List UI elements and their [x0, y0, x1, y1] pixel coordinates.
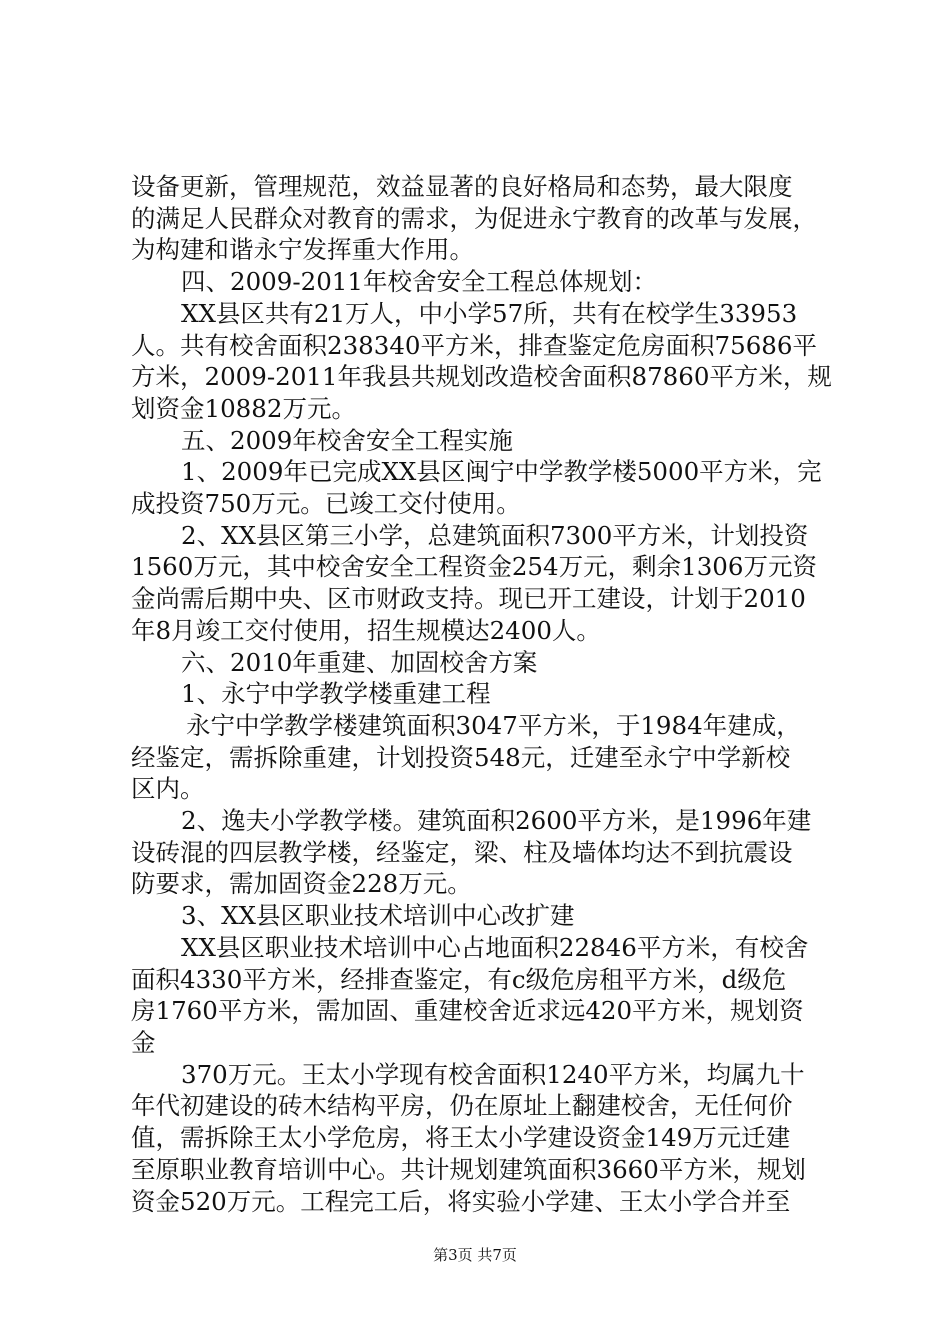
- text-line: 金尚需后期中央、区市财政支持。现已开工建设，计划于2010: [131, 584, 806, 614]
- document-body: [131, 171, 831, 1217]
- text-line: 至原职业教育培训中心。共计规划建筑面积3660平方米，规划: [131, 1154, 806, 1184]
- text-line: 年代初建设的砖木结构平房，仍在原址上翻建校舍，无任何价: [131, 1091, 793, 1121]
- text-line: 防要求，需加固资金228万元。: [131, 869, 472, 899]
- text-line: 的满足人民群众对教育的需求，为促进永宁教育的改革与发展，: [131, 203, 817, 233]
- text-line: 2、逸夫小学教学楼。建筑面积2600平方米，是1996年建: [181, 806, 812, 836]
- text-line: 区内。: [131, 774, 205, 804]
- text-line: 1560万元，其中校舍安全工程资金254万元，剩余1306万元资: [131, 552, 817, 582]
- text-line: 人。共有校舍面积238340平方米，排查鉴定危房面积75686平: [131, 330, 817, 360]
- text-line: 房1760平方米，需加固、重建校舍近求远420平方米，规划资: [131, 996, 804, 1026]
- text-line: 值，需拆除王太小学危房，将王太小学建设资金149万元迁建: [131, 1123, 791, 1153]
- text-line: 永宁中学教学楼建筑面积3047平方米，于1984年建成，: [186, 710, 801, 740]
- text-line: 1、2009年已完成XX县区闽宁中学教学楼5000平方米，完: [181, 457, 822, 487]
- text-line: 方米，2009-2011年我县共规划改造校舍面积87860平方米，规: [131, 362, 832, 392]
- subsection-heading: 3、XX县区职业技术培训中心改扩建: [181, 901, 575, 931]
- text-line: 面积4330平方米，经排查鉴定，有c级危房租平方米，d级危: [131, 964, 787, 994]
- text-line: XX县区共有21万人，中小学57所，共有在校学生33953: [181, 298, 798, 328]
- text-line: 成投资750万元。已竣工交付使用。: [131, 489, 521, 519]
- text-line: 划资金10882万元。: [131, 393, 356, 423]
- text-line: XX县区职业技术培训中心占地面积22846平方米，有校舍: [181, 932, 809, 962]
- text-line: 2、XX县区第三小学，总建筑面积7300平方米，计划投资: [181, 520, 809, 550]
- subsection-heading: 1、永宁中学教学楼重建工程: [181, 679, 491, 709]
- text-line: 370万元。王太小学现有校舍面积1240平方米，均属九十: [181, 1059, 805, 1089]
- text-line: 为构建和谐永宁发挥重大作用。: [131, 235, 474, 265]
- section-heading: 五、2009年校舍安全工程实施: [181, 425, 513, 455]
- section-heading: 六、2010年重建、加固校舍方案: [181, 647, 538, 677]
- text-line: 设砖混的四层教学楼，经鉴定，梁、柱及墙体均达不到抗震设: [131, 837, 793, 867]
- text-line: 设备更新，管理规范，效益显著的良好格局和态势，最大限度: [131, 172, 793, 201]
- text-line: 年8月竣工交付使用，招生规模达2400人。: [131, 615, 601, 645]
- page-number-footer: 第3页 共7页: [433, 1246, 517, 1264]
- section-heading: 四、2009-2011年校舍安全工程总体规划：: [181, 267, 657, 297]
- text-line: 金: [131, 1027, 156, 1057]
- text-line: 经鉴定，需拆除重建，计划投资548元，迁建至永宁中学新校: [131, 742, 791, 772]
- text-line: 资金520万元。工程完工后，将实验小学建、王太小学合并至: [131, 1186, 791, 1216]
